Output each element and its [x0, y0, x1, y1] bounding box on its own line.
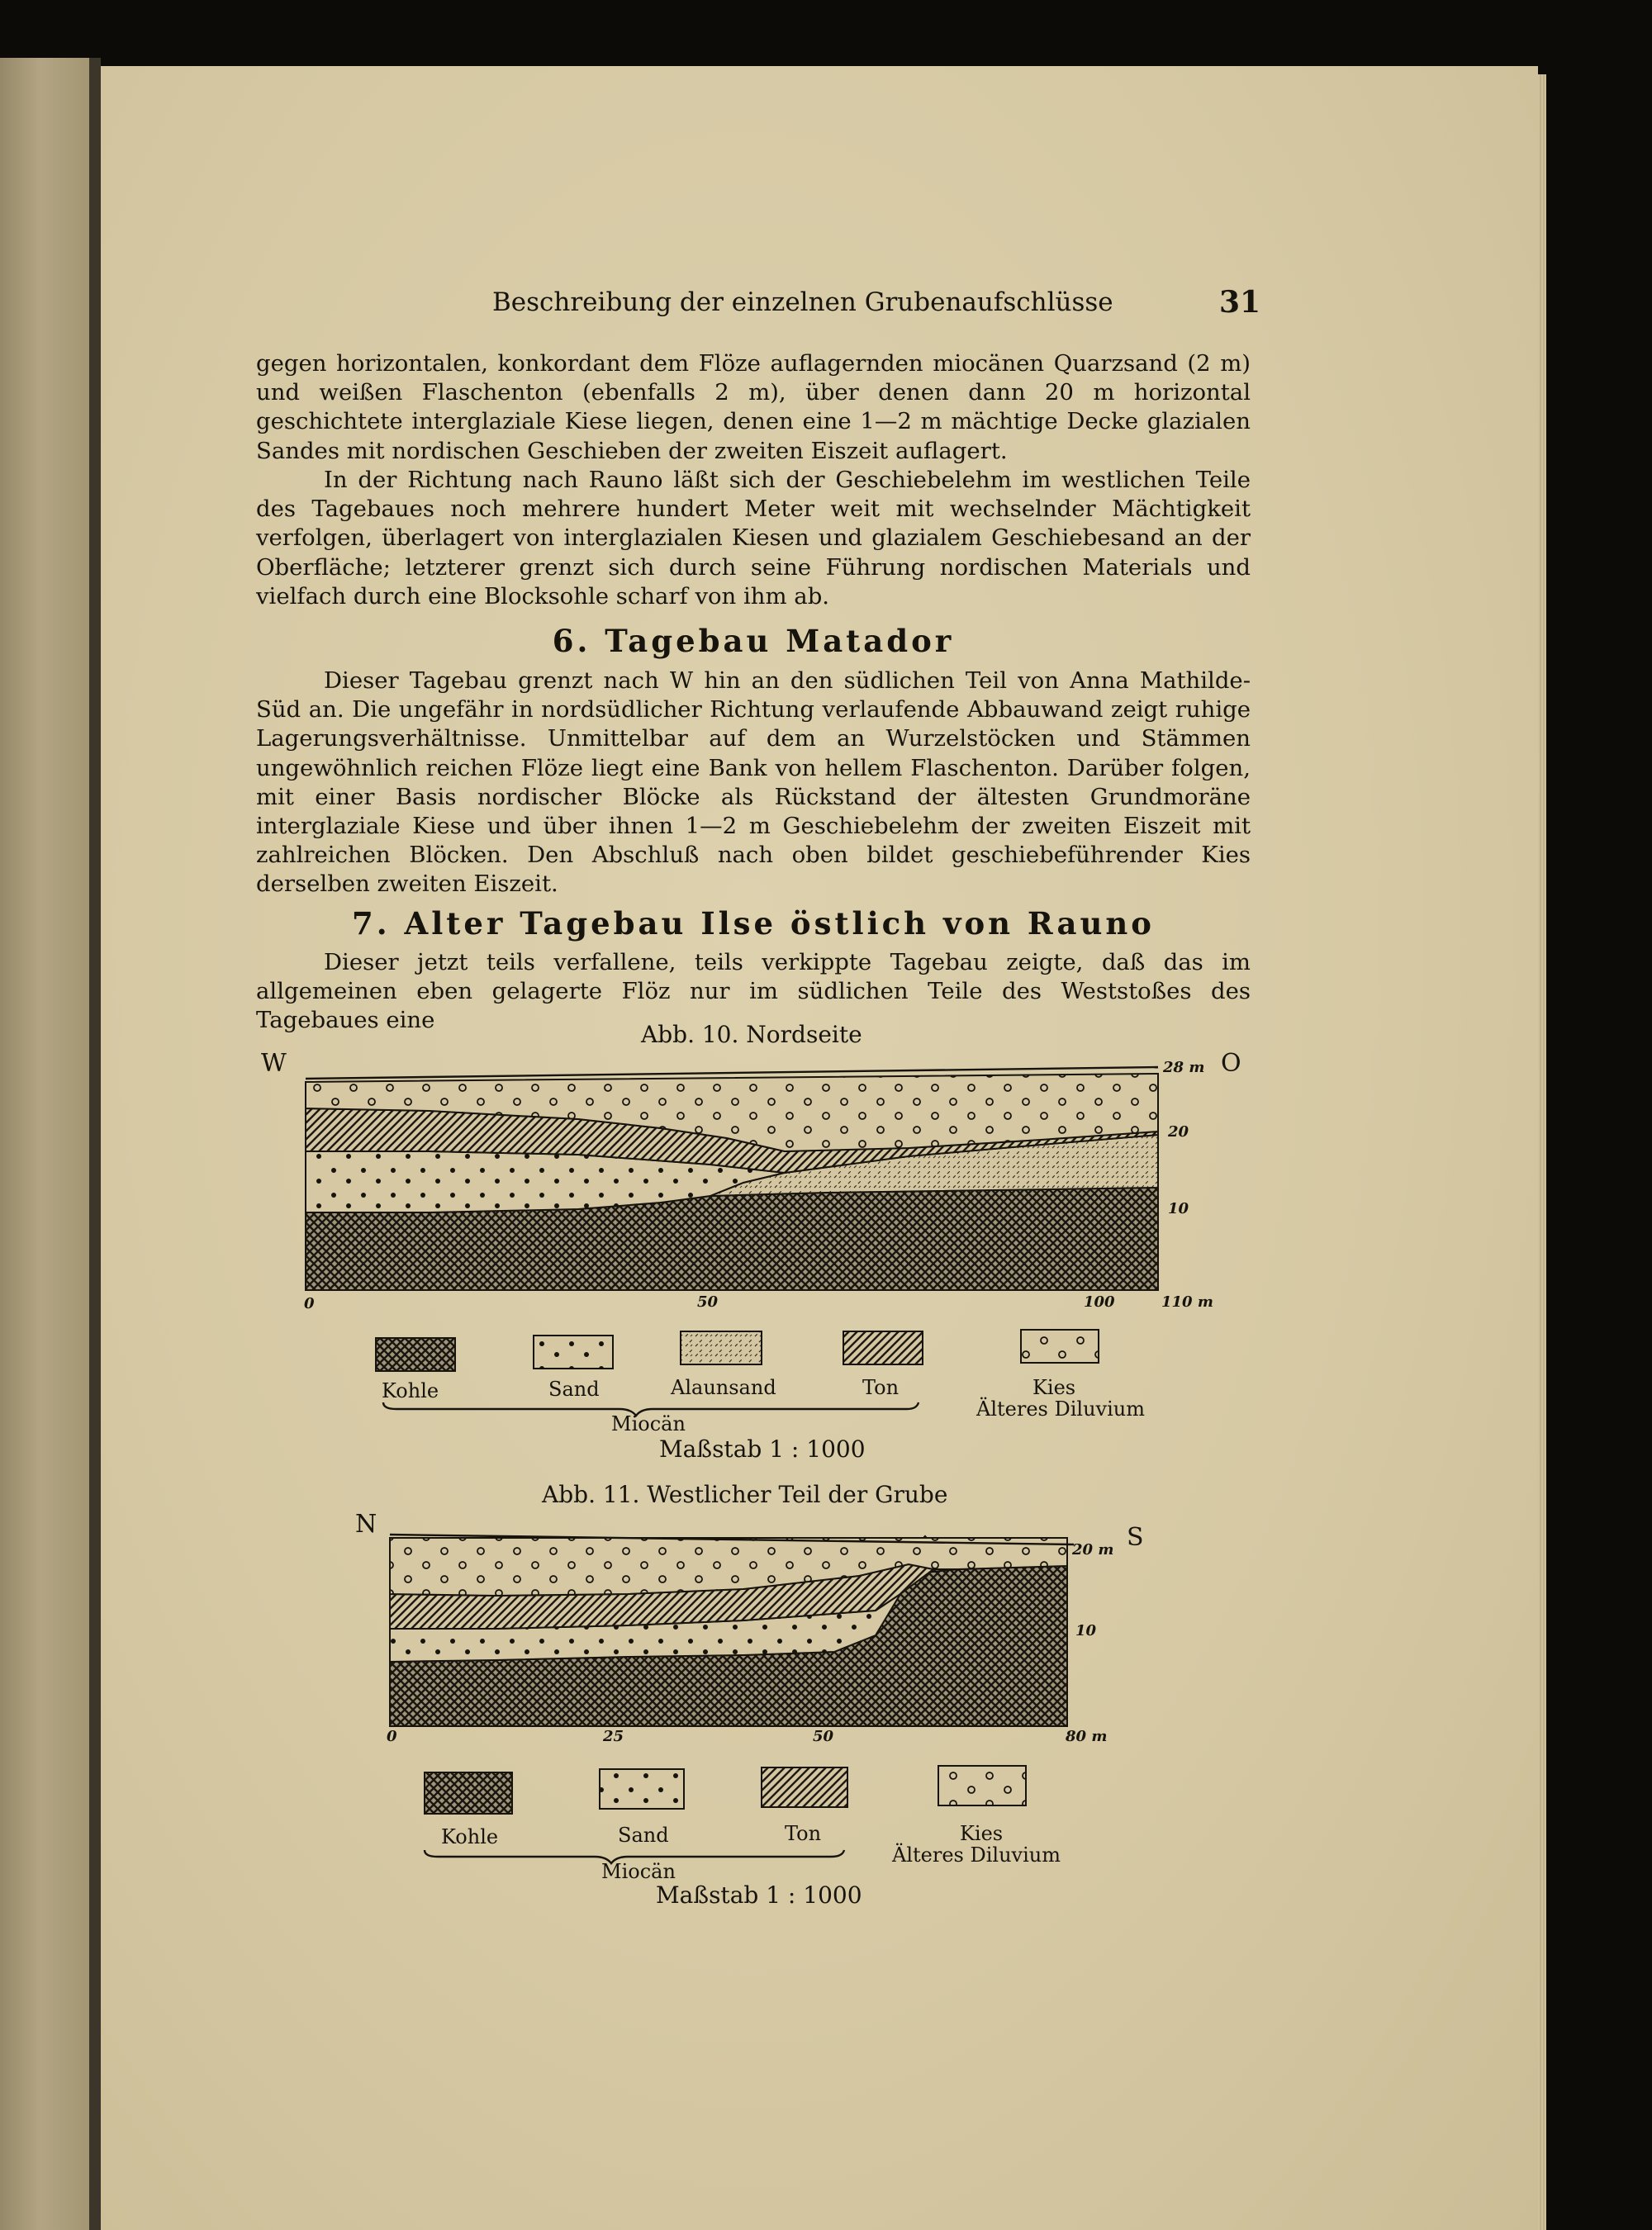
fig10-legend-kohle-swatch: [376, 1338, 455, 1371]
fig11-south-label: S: [1127, 1523, 1144, 1552]
fig10-legend-ton: Ton: [862, 1376, 900, 1399]
fig10-legend-alaunsand: Alaunsand: [671, 1376, 776, 1399]
fig10-profile: [306, 1067, 1158, 1290]
fig10-tick-110m: 110 m: [1161, 1293, 1213, 1311]
paragraph-3: Dieser Tagebau grenzt nach W hin an den südlichen Teil von Anna Mathilde-Süd an. Die ungefähr in nordsüdlicher Richtung verlaufende Abbauwand zeigt ruhige Lagerungsverhältnisse. Unmittelbar auf dem an Wurzelstöcken und Stämmen ungewöhnlich reichen Flöze liegt eine Bank von hellem Flaschenton. Darüber folgen, mit einer Basis nordischer Blöcke als Rückstand der ältesten Grundmoräne interglaziale Kiese und über ihnen 1—2 m Geschiebelehm der zweiten Eiszeit mit zahlreichen Blöcken. Den Abschluß nach oben bildet geschiebeführender Kies derselben zweiten Eiszeit.: [256, 667, 1251, 898]
paragraph-1: gegen horizontalen, konkordant dem Flöze auflagernden miocänen Quarzsand (2 m) und weißen Flaschenton (ebenfalls 2 m), über denen dann 20 m horizontal geschichtete interglaziale Kiese liegen, denen eine 1—2 m mächtige Decke glazialen Sandes mit nordischen Geschieben der zweiten Eiszeit auflagert.: [256, 350, 1251, 464]
fig10-east-label: O: [1221, 1049, 1241, 1078]
fig11-group-miocene: Miocän: [601, 1860, 676, 1883]
fig11-tick-80m: 80 m: [1066, 1728, 1108, 1745]
fig10-group-diluvium: Älteres Diluvium: [976, 1397, 1145, 1421]
fig10-legend-alaunsand-swatch: [681, 1331, 762, 1364]
fig10-tick-50: 50: [697, 1293, 719, 1311]
running-title: Beschreibung der einzelnen Grubenaufschlüsse: [492, 287, 1113, 317]
fig10-tick-0: 0: [304, 1295, 315, 1312]
fig11-tick-20m: 20 m: [1072, 1541, 1114, 1559]
fig11-north-label: N: [355, 1510, 377, 1539]
section-heading-7: 7. Alter Tagebau Ilse östlich von Rauno: [352, 905, 1155, 942]
fig10-legend-ton-swatch: [843, 1331, 923, 1364]
fig11-tick-25: 25: [603, 1728, 624, 1745]
fig11-scale: Maßstab 1 : 1000: [656, 1881, 862, 1909]
fig11-legend-sand-swatch: [600, 1769, 684, 1809]
fig11-legend-ton: Ton: [785, 1822, 822, 1845]
fig10-legend-kies: Kies: [1032, 1376, 1076, 1399]
fig11-tick-10: 10: [1075, 1622, 1097, 1639]
fig11-group-diluvium: Älteres Diluvium: [892, 1843, 1061, 1867]
fig11-profile: [390, 1535, 1074, 1726]
fig10-scale: Maßstab 1 : 1000: [659, 1435, 866, 1463]
fig11-caption: Abb. 11. Westlicher Teil der Grube: [542, 1481, 948, 1508]
fig11-legend-kies: Kies: [960, 1822, 1004, 1845]
paragraph-2: In der Richtung nach Rauno läßt sich der Geschiebelehm im westlichen Teile des Tagebaues noch mehrere hundert Meter weit mit wechselnder Mächtigkeit verfolgen, überlagert von interglazialen Kiesen und glazialem Geschiebesand an der Oberfläche; letzterer grenzt sich durch seine Führung nordischen Materials und vielfach durch eine Blocksohle scharf von ihm ab.: [256, 467, 1251, 610]
fig10-tick-20: 20: [1168, 1123, 1189, 1141]
fig10-legend-kohle: Kohle: [382, 1379, 439, 1402]
fig10-group-miocene: Miocän: [611, 1412, 686, 1435]
fig10-caption: Abb. 10. Nordseite: [641, 1021, 862, 1048]
fig11-legend-ton-swatch: [762, 1767, 847, 1807]
paragraph-4: Dieser jetzt teils verfallene, teils verkippte Tagebau zeigte, daß das im allgemeinen eben gelagerte Flöz nur im südlichen Teile des Weststoßes des Tagebaues eine: [256, 949, 1251, 1034]
fig11-legend-kohle-swatch: [425, 1772, 512, 1814]
fig10-tick-28m: 28 m: [1163, 1059, 1205, 1076]
fig11-legend-kohle: Kohle: [441, 1825, 499, 1848]
fig11-legend-kies-swatch: [938, 1766, 1026, 1805]
fig11-tick-50: 50: [813, 1728, 834, 1745]
fig11-legend-sand: Sand: [618, 1824, 669, 1847]
fig10-tick-10: 10: [1168, 1200, 1189, 1217]
fig10-tick-100: 100: [1084, 1293, 1115, 1311]
fig11-tick-0: 0: [387, 1728, 397, 1745]
fig10-legend-sand-swatch: [534, 1336, 613, 1369]
fig10-west-label: W: [261, 1049, 287, 1078]
fig10-legend-kies-swatch: [1021, 1330, 1099, 1363]
fig10-legend-sand: Sand: [548, 1378, 600, 1401]
section-heading-6: 6. Tagebau Matador: [552, 623, 955, 659]
page-number: 31: [1219, 285, 1261, 320]
